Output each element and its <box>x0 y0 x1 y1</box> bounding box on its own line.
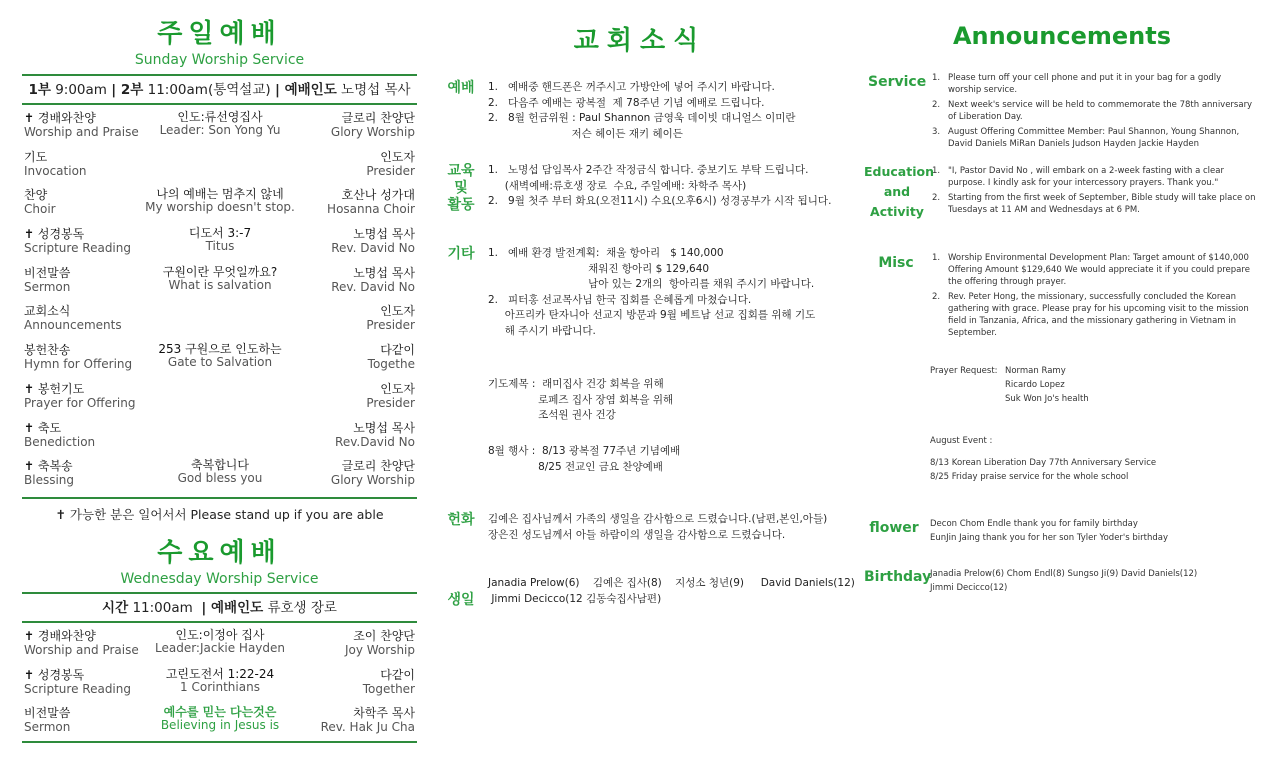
order-item-ko: ✝ 성경봉독 <box>24 227 85 242</box>
order-item-person <box>331 459 415 487</box>
worship-items <box>488 80 840 142</box>
leader-name: 류호생 장로 <box>267 599 337 616</box>
order-person-en: Rev. Hak Ju Cha <box>320 720 415 735</box>
news-line: 조석원 권사 건강 <box>488 409 616 421</box>
order-item-name <box>24 629 139 657</box>
order-detail-ko: 예수를 믿는 다는것은 <box>163 705 277 720</box>
news-line: 아프리카 탄자니아 선교지 방문과 9월 베트남 선교 집회를 위해 기도 <box>488 309 816 321</box>
news-line: 해 주시기 바랍니다. <box>488 324 596 337</box>
order-person-ko: 인도자 <box>380 381 415 396</box>
prayer-request <box>930 364 1089 404</box>
order-row <box>22 146 417 185</box>
order-row <box>22 339 417 378</box>
wednesday-title-ko: 수요예배 <box>157 537 282 568</box>
order-person-ko: 다같이 <box>380 667 415 682</box>
education-items <box>932 165 1257 219</box>
order-item-ko: 찬양 <box>24 188 48 203</box>
august-event-list <box>930 456 1156 484</box>
item-number: 2. <box>932 292 941 302</box>
order-person-en: Together <box>362 681 415 696</box>
order-item-ko: ✝ 축도 <box>24 420 62 435</box>
order-detail-ko: 축복합니다 <box>191 458 249 473</box>
item-text: "I, Pastor David No , will embark on a 2-week fasting with a clear purpose. I kindly ask for your intercessory prayers. Thank you." <box>948 166 1224 188</box>
order-person-en: Joy Worship <box>344 642 415 657</box>
order-person-ko: 차학주 목사 <box>353 706 415 721</box>
time: 11:00am <box>132 599 193 616</box>
time-2-label: | 2부 <box>111 82 144 98</box>
order-item-en: Choir <box>24 202 56 217</box>
order-row <box>22 262 417 301</box>
time-1-label: 1부 <box>28 82 51 98</box>
news-line: 8/25 전교인 금요 찬양예배 <box>488 460 663 473</box>
order-item-en: Scripture Reading <box>24 681 131 696</box>
order-row <box>22 625 417 664</box>
order-row <box>22 184 417 223</box>
order-item-person <box>368 343 415 371</box>
item-number: 2. <box>932 193 941 203</box>
order-item-ko: 비전말씀 <box>24 706 71 721</box>
order-item-name <box>24 343 132 371</box>
order-person-en: Presider <box>366 395 415 410</box>
order-item-name <box>24 668 131 696</box>
order-item-person <box>366 304 415 332</box>
list-line: Janadia Prelow(6) Chom Endl(8) Sungso Ji(9) David Daniels(12) <box>930 569 1198 579</box>
order-person-en: Togethe <box>367 357 415 372</box>
order-item-person <box>345 629 415 657</box>
list-line: 8/25 Friday praise service for the whole school <box>930 472 1129 482</box>
education-heading-line1: Education <box>864 164 934 179</box>
order-item-name <box>24 706 70 734</box>
order-item-person <box>331 111 415 139</box>
wednesday-time-bar <box>22 594 417 621</box>
order-item-detail <box>140 343 300 369</box>
offering-heading: 헌화 <box>447 512 475 528</box>
order-item-en: Sermon <box>24 279 71 294</box>
news-line: 2. 다음주 예배는 광복절 제 78주년 기념 예배로 드립니다. <box>488 96 765 109</box>
list-line: EunJin Jaing thank you for her son Tyler Yoder's birthday <box>930 533 1168 543</box>
announcement-item <box>932 126 1257 150</box>
news-line: Janadia Prelow(6) 김예은 집사(8) 지성소 청년(9) David Daniels(12) <box>488 577 855 589</box>
sunday-order-list <box>22 107 417 494</box>
order-item-en: Benediction <box>24 434 96 449</box>
order-item-name <box>24 382 135 410</box>
sunday-time-bar <box>22 76 417 103</box>
order-item-person <box>331 266 415 294</box>
order-item-en: Worship and Praise <box>24 125 139 139</box>
order-detail-ko: 253 구원으로 인도하는 <box>158 342 282 357</box>
order-item-name <box>24 188 56 216</box>
order-row <box>22 107 417 146</box>
misc-items <box>932 252 1257 342</box>
order-row <box>22 300 417 339</box>
news-line: 저슨 헤이든 재키 헤이든 <box>488 127 683 140</box>
order-item-detail <box>140 227 300 253</box>
news-line: 1. 예배중 핸드폰은 꺼주시고 가방안에 넣어 주시기 바랍니다. <box>488 81 775 93</box>
order-detail-en: Leader: Son Yong Yu <box>159 123 281 137</box>
order-item-ko: ✝ 성경봉독 <box>24 667 85 682</box>
news-line: 2. 8월 헌금위원 : Paul Shannon 금영욱 데이빗 대니얼스 이미란 <box>488 112 796 124</box>
order-detail-ko: 나의 예배는 멈추지 않네 <box>156 187 284 202</box>
sunday-title-ko: 주일예배 <box>157 19 282 49</box>
order-item-en: Hymn for Offering <box>24 357 133 372</box>
item-text: Starting from the first week of September, Bible study will take place on Tuesdays at 11 AM and Wednesdays at 6 PM. <box>948 193 1256 215</box>
order-row <box>22 455 417 494</box>
announcement-item <box>932 192 1257 216</box>
order-person-ko: 다같이 <box>380 343 415 358</box>
order-person-en: Hosanna Choir <box>327 202 415 217</box>
item-text: Worship Environmental Development Plan: Target amount of $140,000 Offering Amount $129,640 We would appreciate it if you could prepare the offering through prayer. <box>948 253 1250 287</box>
order-item-en: Worship and Praise <box>24 642 139 657</box>
order-item-en: Sermon <box>24 720 71 735</box>
order-item-detail <box>140 188 300 214</box>
time-1: 9:00am <box>55 82 107 98</box>
order-person-en: Rev. David No <box>331 241 415 256</box>
order-item-ko: ✝ 봉헌기도 <box>24 381 85 396</box>
prayer-items <box>488 377 840 424</box>
misc-heading: 기타 <box>447 246 475 262</box>
item-number: 1. <box>932 253 941 263</box>
order-person-ko: 인도자 <box>380 304 415 319</box>
order-detail-en: My worship doesn't stop. <box>145 200 295 215</box>
order-person-en: Glory Worship <box>330 473 415 488</box>
time-label: 시간 <box>102 599 129 616</box>
divider <box>22 741 417 743</box>
time-2: 11:00am(통역설교) <box>147 82 271 98</box>
list-line: Suk Won Jo's health <box>1005 394 1089 404</box>
order-row <box>22 417 417 456</box>
order-item-ko: 교회소식 <box>24 304 71 319</box>
order-item-en: Prayer for Offering <box>24 395 136 410</box>
order-detail-ko: 인도:이정아 집사 <box>175 627 265 642</box>
divider <box>22 103 417 105</box>
order-item-name <box>24 266 70 294</box>
item-number: 1. <box>932 73 941 83</box>
order-item-name <box>24 421 95 449</box>
news-line: (새벽예배:류호생 장로 수요, 주일예배: 차학주 목사) <box>488 179 747 192</box>
order-detail-en: Titus <box>205 239 235 254</box>
item-number: 3. <box>932 127 941 137</box>
order-detail-ko: 인도:류선영집사 <box>177 110 263 124</box>
order-item-person <box>327 188 415 216</box>
order-item-ko: 기도 <box>24 149 48 164</box>
wednesday-title-en: Wednesday Worship Service <box>120 570 319 587</box>
news-line: 남아 있는 2개의 항아리를 채워 주시기 바랍니다. <box>488 278 815 290</box>
order-item-person <box>363 668 415 696</box>
news-line: 1. 노명섭 담임목사 2주간 작정금식 합니다. 중보기도 부탁 드립니다. <box>488 164 809 176</box>
order-item-name <box>24 227 131 255</box>
order-item-en: Scripture Reading <box>24 241 131 256</box>
divider <box>22 621 417 623</box>
prayer-list <box>1005 364 1089 406</box>
item-text: Please turn off your cell phone and put it in your bag for a godly worship service. <box>948 73 1222 95</box>
order-item-detail <box>140 459 300 485</box>
august-items <box>488 444 840 475</box>
order-item-person <box>321 706 415 734</box>
announcements-title: Announcements <box>952 22 1172 50</box>
news-line: 로페즈 집사 장염 회복을 위해 <box>488 393 674 406</box>
church-news-column <box>440 0 855 777</box>
order-item-ko: ✝ 경배와찬양 <box>24 628 96 643</box>
news-line: 장은진 성도님께서 아들 하람이의 생일을 감사함으로 드렸습니다. <box>488 528 786 541</box>
misc-heading: Misc <box>878 255 914 271</box>
order-item-name <box>24 111 139 139</box>
order-item-detail <box>140 629 300 655</box>
list-line: Jimmi Decicco(12) <box>930 583 1008 593</box>
list-line: 8/13 Korean Liberation Day 77th Anniversary Service <box>930 458 1157 468</box>
leader-name: 노명섭 목사 <box>341 82 411 98</box>
news-line: 2. 피터홍 선교목사님 한국 집회를 은혜롭게 마쳤습니다. <box>488 293 752 306</box>
announcement-item <box>932 72 1257 96</box>
news-line: 2. 9월 첫주 부터 화요(오전11시) 수요(오후6시) 성경공부가 시작 됩니다. <box>488 195 832 207</box>
prayer-label: Prayer Request: <box>930 366 998 376</box>
leader-label: | 예배인도 <box>274 82 337 98</box>
order-detail-en: Gate to Salvation <box>167 355 273 370</box>
order-detail-en: Believing in Jesus is <box>160 718 280 733</box>
order-person-en: Glory Worship <box>330 125 415 139</box>
list-line: Norman Ramy <box>1005 366 1066 376</box>
news-line: 8월 행사 : 8/13 광복절 77주년 기념예배 <box>488 445 681 457</box>
news-line: Jimmi Decicco(12 김동숙집사남편) <box>488 592 662 605</box>
order-item-detail <box>140 706 300 732</box>
education-heading-line2: and <box>883 184 911 199</box>
flower-heading: flower <box>869 520 919 536</box>
announcement-item <box>932 165 1257 189</box>
order-person-ko: 글로리 찬양단 <box>341 459 415 474</box>
order-person-ko: 글로리 찬양단 <box>341 111 415 125</box>
news-line: 김예은 집사님께서 가족의 생일을 감사함으로 드렸습니다.(남편,본인,아들) <box>488 513 828 525</box>
order-row <box>22 223 417 262</box>
order-person-en: Presider <box>366 318 415 333</box>
order-detail-ko: 고린도전서 1:22-24 <box>165 666 275 681</box>
order-row <box>22 664 417 703</box>
announcements-column <box>862 0 1262 777</box>
education-heading: 교육 및 활동 <box>447 163 475 213</box>
order-item-ko: ✝ 축복송 <box>24 459 73 474</box>
birthday-heading: Birthday <box>864 569 932 585</box>
order-item-person <box>335 421 415 449</box>
order-detail-en: 1 Corinthians <box>180 679 260 694</box>
order-item-en: Blessing <box>24 473 75 488</box>
item-text: August Offering Committee Member: Paul Shannon, Young Shannon, David Daniels MiRan Daniels Judson Hayden Jackie Hayden <box>948 127 1240 149</box>
order-item-en: Announcements <box>24 318 122 333</box>
item-number: 2. <box>932 100 941 110</box>
order-item-ko: 비전말씀 <box>24 265 71 280</box>
news-title: 교회소식 <box>573 26 707 56</box>
flower-list <box>930 517 1168 545</box>
standup-note: ✝ 가능한 분은 일어서서 Please stand up if you are able <box>55 506 384 522</box>
order-item-detail <box>140 668 300 694</box>
order-item-person <box>366 382 415 410</box>
item-number: 1. <box>932 166 941 176</box>
service-items <box>932 72 1257 153</box>
worship-order-column <box>22 0 417 743</box>
order-person-ko: 노명섭 목사 <box>353 265 415 280</box>
order-detail-ko: 구원이란 무엇일까요? <box>162 264 278 279</box>
order-detail-en: God bless you <box>177 471 263 486</box>
order-item-detail <box>140 111 300 137</box>
order-detail-en: Leader:Jackie Hayden <box>154 640 286 655</box>
news-line: 1. 예배 환경 발전계획: 채울 항아리 $ 140,000 <box>488 247 724 259</box>
misc-items <box>488 246 840 339</box>
order-row <box>22 378 417 417</box>
announcement-item <box>932 252 1257 288</box>
birthday-heading: 생일 <box>447 592 475 608</box>
announcement-item <box>932 291 1257 339</box>
order-person-en: Presider <box>366 163 415 178</box>
order-item-detail <box>140 266 300 292</box>
order-detail-ko: 디도서 3:-7 <box>188 226 252 241</box>
order-person-ko: 노명섭 목사 <box>353 420 415 435</box>
item-text: Next week's service will be held to commemorate the 78th anniversary of Liberation Day. <box>948 100 1253 122</box>
list-line: Decon Chom Endle thank you for family birthday <box>930 519 1138 529</box>
offering-items <box>488 512 840 543</box>
order-person-en: Rev.David No <box>335 434 415 449</box>
news-line: 기도제목 : 래미집사 건강 회복을 위해 <box>488 378 664 390</box>
order-item-person <box>331 227 415 255</box>
order-person-ko: 인도자 <box>380 149 415 164</box>
order-person-ko: 조이 찬양단 <box>353 628 415 643</box>
birthday-items <box>488 576 855 607</box>
order-person-ko: 노명섭 목사 <box>353 227 415 242</box>
worship-heading: 예배 <box>447 80 475 96</box>
education-items <box>488 163 840 210</box>
sunday-title-en: Sunday Worship Service <box>134 52 305 68</box>
education-heading <box>864 162 934 222</box>
order-row <box>22 702 417 741</box>
order-item-name <box>24 150 87 178</box>
order-person-ko: 호산나 성가대 <box>341 188 415 203</box>
order-item-en: Invocation <box>24 163 87 178</box>
list-line: Ricardo Lopez <box>1005 380 1065 390</box>
wednesday-order-list <box>22 625 417 741</box>
news-line: 채워진 항아리 $ 129,640 <box>488 262 710 275</box>
item-text: Rev. Peter Hong, the missionary, successfully concluded the Korean gathering with grace. Please pray for his upcoming visit to the mission field in Tanzania, Africa, and the missionary gathering in Vietnam in September. <box>948 292 1249 338</box>
order-item-name <box>24 304 122 332</box>
announcement-item <box>932 99 1257 123</box>
order-item-person <box>366 150 415 178</box>
service-heading: Service <box>868 74 927 90</box>
order-person-en: Rev. David No <box>331 279 415 294</box>
order-detail-en: What is salvation <box>168 277 272 292</box>
birthday-list <box>930 567 1197 595</box>
order-item-ko: 봉헌찬송 <box>24 343 71 358</box>
order-item-name <box>24 459 74 487</box>
august-event-label: August Event : <box>930 436 993 446</box>
order-item-ko: ✝ 경배와찬양 <box>24 111 96 125</box>
leader-label: | 예배인도 <box>201 599 264 616</box>
education-heading-line3: Activity <box>870 204 924 219</box>
